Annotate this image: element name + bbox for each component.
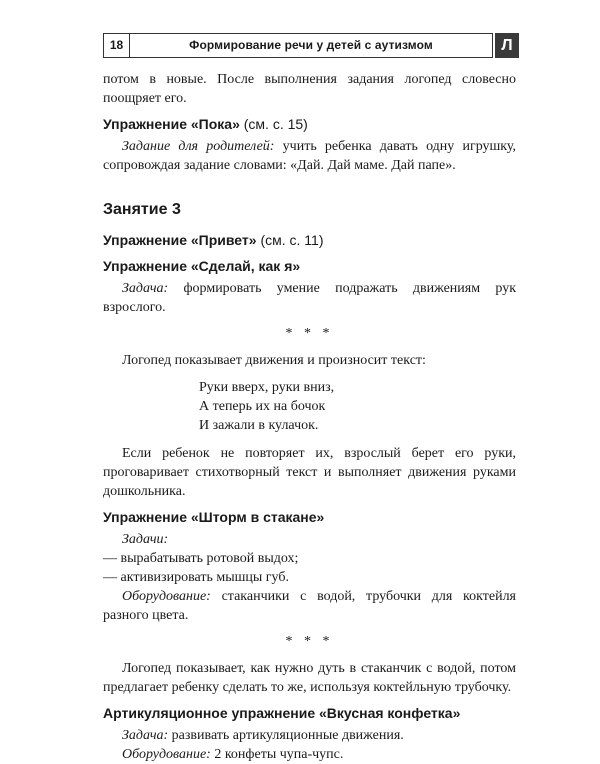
logoped-shows-paragraph: Логопед показывает движения и произносит текст: [122, 353, 426, 368]
equipment-text: 2 конфеты чупа-чупс. [214, 747, 344, 762]
task-label: Задача: [122, 728, 169, 743]
poem [199, 378, 516, 435]
poem-line: И зажали в кулачок. [199, 418, 319, 433]
page-content [103, 70, 516, 764]
equipment-label: Оборудование: [122, 589, 211, 604]
equipment-text: стаканчики с водой, трубочки для коктейля разного цвета. [103, 589, 517, 623]
running-title: Формирование речи у детей с аутизмом [189, 38, 433, 52]
exercise-privet-title: Упражнение «Привет» [103, 232, 257, 248]
parents-task-label: Задание для родителей: [122, 139, 275, 154]
exercise-poka-title: Упражнение «Пока» [103, 116, 240, 132]
task-label: Задача: [122, 281, 169, 296]
exercise-sdelai-title: Упражнение «Сделай, как я» [103, 258, 301, 274]
intro-paragraph: потом в новые. После выполнения задания логопед словесно поощряет его. [103, 72, 516, 106]
running-header [103, 33, 517, 58]
page-number: 18 [104, 34, 130, 57]
publisher-logo: Л [495, 33, 519, 58]
exercise-privet-heading [103, 231, 516, 250]
lesson-title: Занятие 3 [103, 201, 181, 218]
task-text: развивать артикуляционные движения. [171, 728, 404, 743]
equipment-paragraph [103, 587, 516, 625]
exercise-shtorm-title: Упражнение «Шторм в стакане» [103, 509, 325, 525]
exercise-konfetka-title: Артикуляционное упражнение «Вкусная конфетка» [103, 705, 461, 721]
task-item: — вырабатывать ротовой выдох; [103, 551, 299, 566]
konfetka-task [103, 726, 516, 745]
konfetka-equipment [103, 745, 516, 764]
exercise-poka-heading [103, 115, 516, 134]
logoped-blow-paragraph: Логопед показывает, как нужно дуть в стаканчик с водой, потом предлагает ребенку сделать то же, используя коктейльную трубочку. [103, 661, 516, 695]
task-text: формировать умение подражать движениям рук взрослого. [103, 281, 517, 315]
task-item: — активизировать мышцы губ. [103, 570, 289, 585]
exercise-poka-ref: (см. с. 15) [243, 116, 308, 132]
section-divider: * * * [285, 326, 334, 341]
poem-line: А теперь их на бочок [199, 399, 326, 414]
poem-line: Руки вверх, руки вниз, [199, 380, 335, 395]
if-not-repeat-paragraph: Если ребенок не повторяет их, взрослый берет его руки, проговаривает стихотворный текст и выполняет движения руками дошкольника. [103, 446, 516, 499]
exercise-privet-ref: (см. с. 11) [260, 232, 324, 248]
section-divider: * * * [285, 634, 334, 649]
tasks-label: Задачи: [122, 532, 169, 547]
exercise-sdelai-task [103, 279, 516, 317]
header-box [103, 33, 493, 58]
exercise-poka-task [103, 137, 516, 175]
parents-task-text: учить ребенка давать одну игрушку, сопровождая задание словами: «Дай. Дай маме. Дай папе». [103, 139, 517, 173]
equipment-label: Оборудование: [122, 747, 211, 762]
